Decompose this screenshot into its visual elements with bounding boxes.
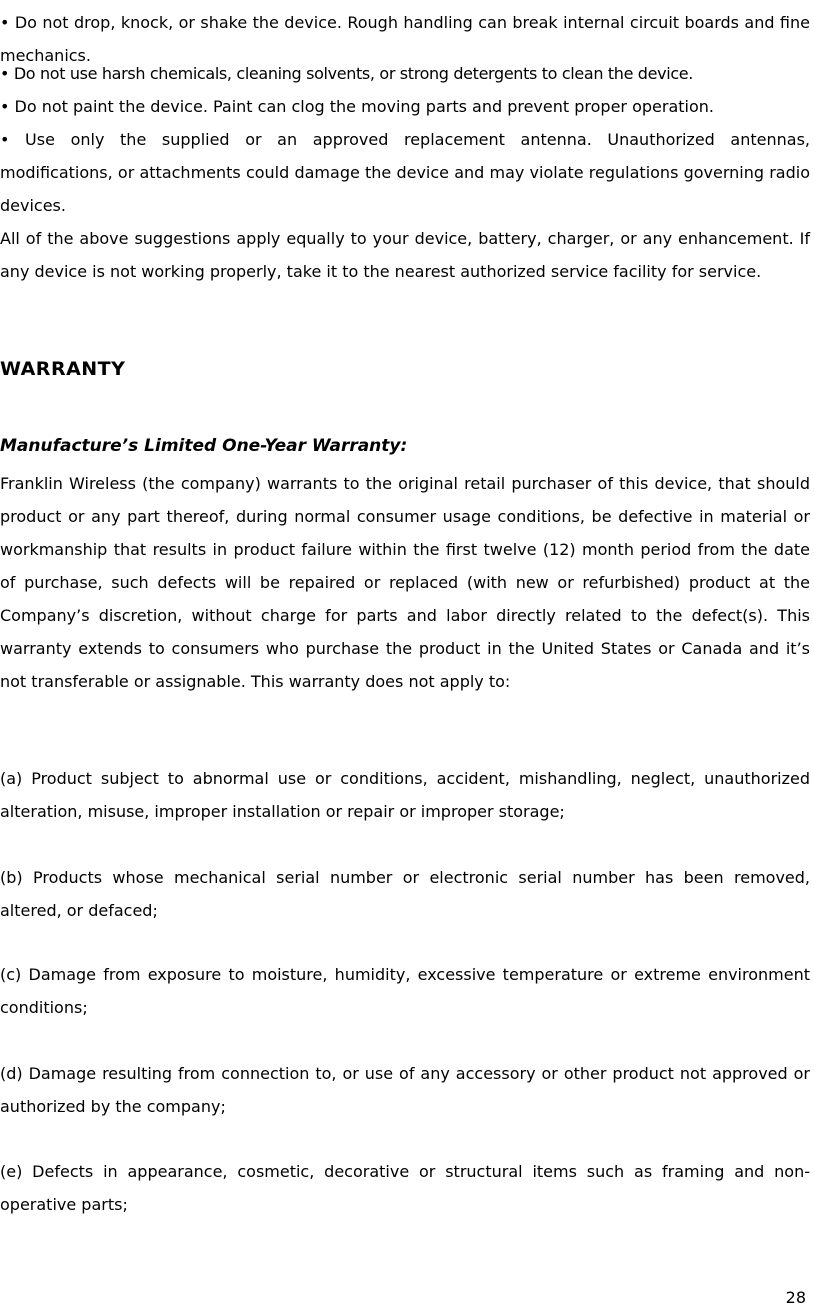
bullet-rough-handling: • Do not drop, knock, or shake the device. Rough handling can break internal circuit boards and fine mechanics. [0, 13, 810, 65]
exclusion-item-e: (e) Defects in appearance, cosmetic, decorative or structural items such as framing and non-operative parts; [0, 1162, 810, 1214]
bullet-do-not-paint: • Do not paint the device. Paint can clog the moving parts and prevent proper operation. [0, 97, 714, 116]
exclusion-item-b: (b) Products whose mechanical serial number or electronic serial number has been removed, altered, or defaced; [0, 868, 810, 920]
warranty-heading: WARRANTY [0, 358, 126, 380]
exclusion-item-d: (d) Damage resulting from connection to, or use of any accessory or other product not approved or authorized by the company; [0, 1064, 810, 1116]
exclusion-item-a: (a) Product subject to abnormal use or conditions, accident, mishandling, neglect, unauthorized alteration, misuse, improper installation or repair or improper storage; [0, 769, 810, 821]
bullet-harsh-chemicals: • Do not use harsh chemicals, cleaning solvents, or strong detergents to clean the device. [0, 64, 693, 83]
warranty-body-paragraph: Franklin Wireless (the company) warrants to the original retail purchaser of this device, that should product or any part thereof, during normal consumer usage conditions, be defective in material or workmanship that results in product failure within the first twelve (12) month period from the date of purchase, such defects will be repaired or replaced (with new or refurbished) product at the Company’s discretion, without charge for parts and labor directly related to the defect(s). This warranty extends to consumers who purchase the product in the United States or Canada and it’s not transferable or assignable. This warranty does not apply to: [0, 474, 810, 691]
care-summary-paragraph: All of the above suggestions apply equally to your device, battery, charger, or any enhancement. If any device is not working properly, take it to the nearest authorized service facility for service. [0, 229, 810, 281]
page-number: 28 [785, 1288, 806, 1307]
warranty-subheading: Manufacture’s Limited One-Year Warranty: [0, 436, 408, 456]
exclusion-item-c: (c) Damage from exposure to moisture, humidity, excessive temperature or extreme environment conditions; [0, 965, 810, 1017]
bullet-antenna: • Use only the supplied or an approved replacement antenna. Unauthorized antennas, modifications, or attachments could damage the device and may violate regulations governing radio devices. [0, 130, 810, 215]
